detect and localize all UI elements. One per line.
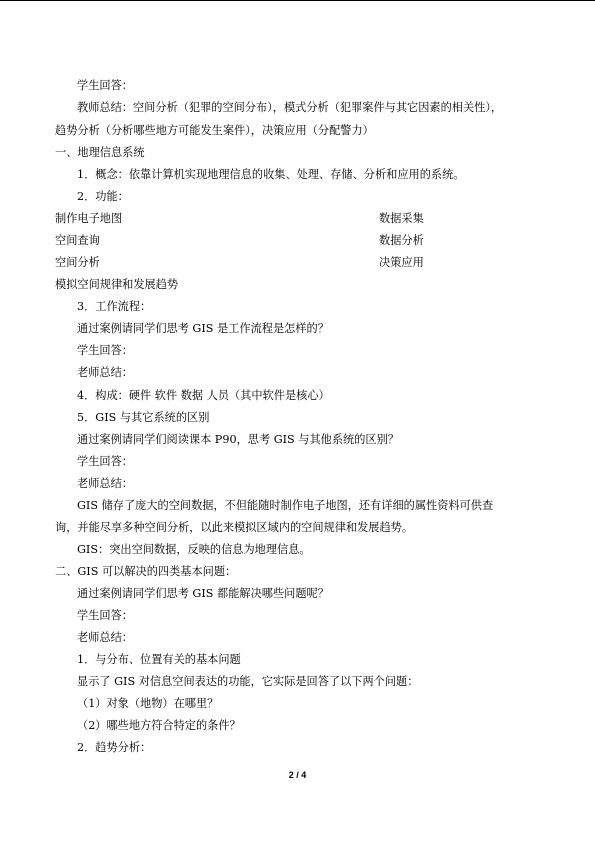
function-item: 制作电子地图 <box>55 212 123 225</box>
text-line: 1．与分布、位置有关的基本问题 <box>77 653 241 666</box>
text-line: 通过案例请同学们阅读课本 P90，思考 GIS 与其他系统的区别？ <box>77 433 399 446</box>
section-heading: 一、地理信息系统 <box>55 146 145 159</box>
text-line: 学生回答： <box>77 79 133 92</box>
text-line: （1）对象（地物）在哪里？ <box>77 697 219 710</box>
function-item: 数据采集 <box>379 212 424 225</box>
text-line: 老师总结： <box>77 477 133 490</box>
text-line: 2．功能： <box>77 190 129 203</box>
function-item: 空间分析 <box>55 256 100 269</box>
text-line: （2）哪些地方符合特定的条件？ <box>77 719 241 732</box>
text-line: 询，并能尽享多种空间分析，以此来模拟区域内的空间规律和发展趋势。 <box>55 521 414 534</box>
text-line: 老师总结： <box>77 631 133 644</box>
text-line: 1．概念：依靠计算机实现地理信息的收集、处理、存储、分析和应用的系统。 <box>77 168 465 181</box>
text-line: 显示了 GIS 对信息空间表达的功能，它实际是回答了以下两个问题： <box>77 675 419 688</box>
text-line: GIS 储存了庞大的空间数据，不但能随时制作电子地图，还有详细的属性资料可供查 <box>77 499 494 512</box>
function-item: 决策应用 <box>379 256 424 269</box>
text-line: GIS：突出空间数据，反映的信息为地理信息。 <box>77 543 311 556</box>
text-line: 老师总结： <box>77 366 133 379</box>
text-line: 通过案例请同学们思考 GIS 都能解决哪些问题呢？ <box>77 587 329 600</box>
text-line: 4．构成：硬件 软件 数据 人员（其中软件是核心） <box>77 389 330 402</box>
text-line: 3．工作流程： <box>77 300 152 313</box>
section-heading: 二、GIS 可以解决的四类基本问题： <box>55 565 237 578</box>
text-line: 学生回答： <box>77 609 133 622</box>
text-line: 5．GIS 与其它系统的区别 <box>77 411 210 424</box>
text-line: 学生回答： <box>77 344 133 357</box>
function-item: 模拟空间规律和发展趋势 <box>55 278 179 291</box>
function-item: 空间查询 <box>55 234 100 247</box>
text-line: 趋势分析（分析哪些地方可能发生案件），决策应用（分配警力） <box>55 124 374 137</box>
page-number: 2 / 4 <box>288 770 307 780</box>
text-line: 教师总结：空间分析（犯罪的空间分布），模式分析（犯罪案件与其它因素的相关性）， <box>77 101 503 114</box>
function-item: 数据分析 <box>379 234 424 247</box>
text-line: 学生回答： <box>77 455 133 468</box>
top-border-line <box>0 0 595 1</box>
text-line: 2．趋势分析： <box>77 741 152 754</box>
text-line: 通过案例请同学们思考 GIS 是工作流程是怎样的？ <box>77 322 329 335</box>
